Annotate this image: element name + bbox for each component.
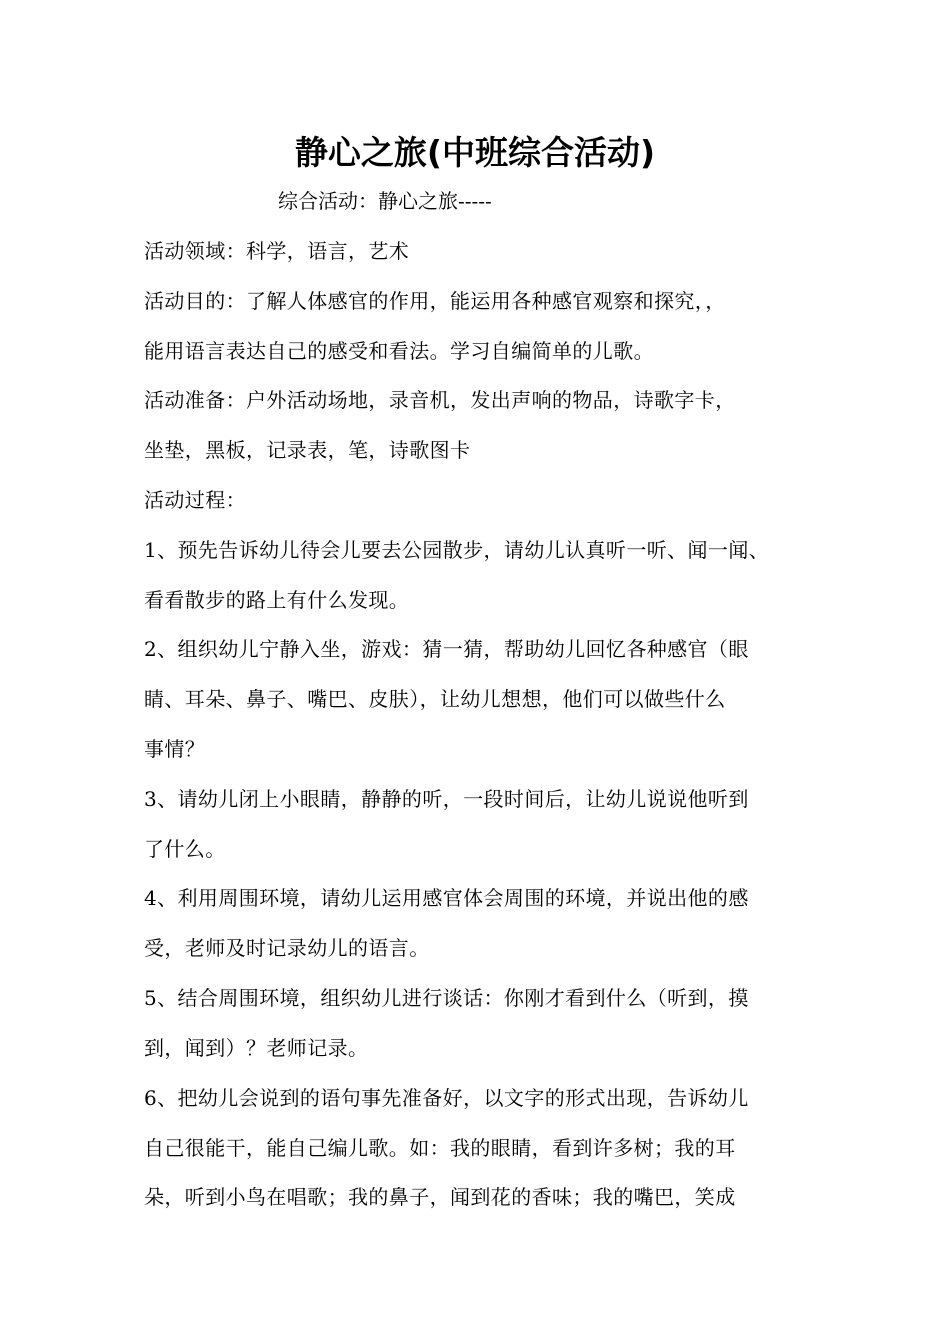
- paragraph-line: 了什么。: [144, 837, 226, 861]
- paragraph-line: 6、把幼儿会说到的语句事先准备好，以文字的形式出现，告诉幼儿: [144, 1086, 749, 1110]
- paragraph-line: 活动准备：户外活动场地，录音机，发出声响的物品，诗歌字卡，: [144, 388, 736, 412]
- paragraph-line: 睛、耳朵、鼻子、嘴巴、皮肤），让幼儿想想，他们可以做些什么: [144, 687, 726, 711]
- paragraph-line: 受，老师及时记录幼儿的语言。: [144, 936, 430, 960]
- paragraph-line: 坐垫，黑板，记录表，笔，诗歌图卡: [144, 438, 471, 462]
- paragraph-line: 看看散步的路上有什么发现。: [144, 588, 410, 612]
- paragraph-line: 活动领域：科学，语言，艺术: [144, 239, 410, 263]
- paragraph-line: 事情？: [144, 737, 206, 761]
- paragraph-line: 2、组织幼儿宁静入坐，游戏：猜一猜，帮助幼儿回忆各种感官（眼: [144, 637, 749, 661]
- paragraph-line: 自己很能干，能自己编儿歌。如：我的眼睛，看到许多树；我的耳: [144, 1136, 736, 1160]
- paragraph-line: 到，闻到）？老师记录。: [144, 1036, 369, 1060]
- document-title: 静心之旅(中班综合活动): [294, 133, 656, 172]
- paragraph-line: 3、请幼儿闭上小眼睛，静静的听，一段时间后，让幼儿说说他听到: [144, 787, 749, 811]
- paragraph-line: 1、预先告诉幼儿待会儿要去公园散步，请幼儿认真听一听、闻一闻、: [144, 538, 770, 562]
- paragraph-line: 活动过程：: [144, 488, 246, 512]
- document-subtitle: 综合活动：静心之旅-----: [278, 189, 492, 213]
- paragraph-line: 4、利用周围环境，请幼儿运用感官体会周围的环境，并说出他的感: [144, 886, 749, 910]
- paragraph-line: 朵，听到小鸟在唱歌；我的鼻子，闻到花的香味；我的嘴巴，笑成: [144, 1185, 736, 1209]
- paragraph-line: 活动目的：了解人体感官的作用，能运用各种感官观察和探究，，: [144, 289, 726, 313]
- paragraph-line: 能用语言表达自己的感受和看法。学习自编简单的儿歌。: [144, 339, 654, 363]
- paragraph-line: 5、结合周围环境，组织幼儿进行谈话：你刚才看到什么（听到，摸: [144, 986, 749, 1010]
